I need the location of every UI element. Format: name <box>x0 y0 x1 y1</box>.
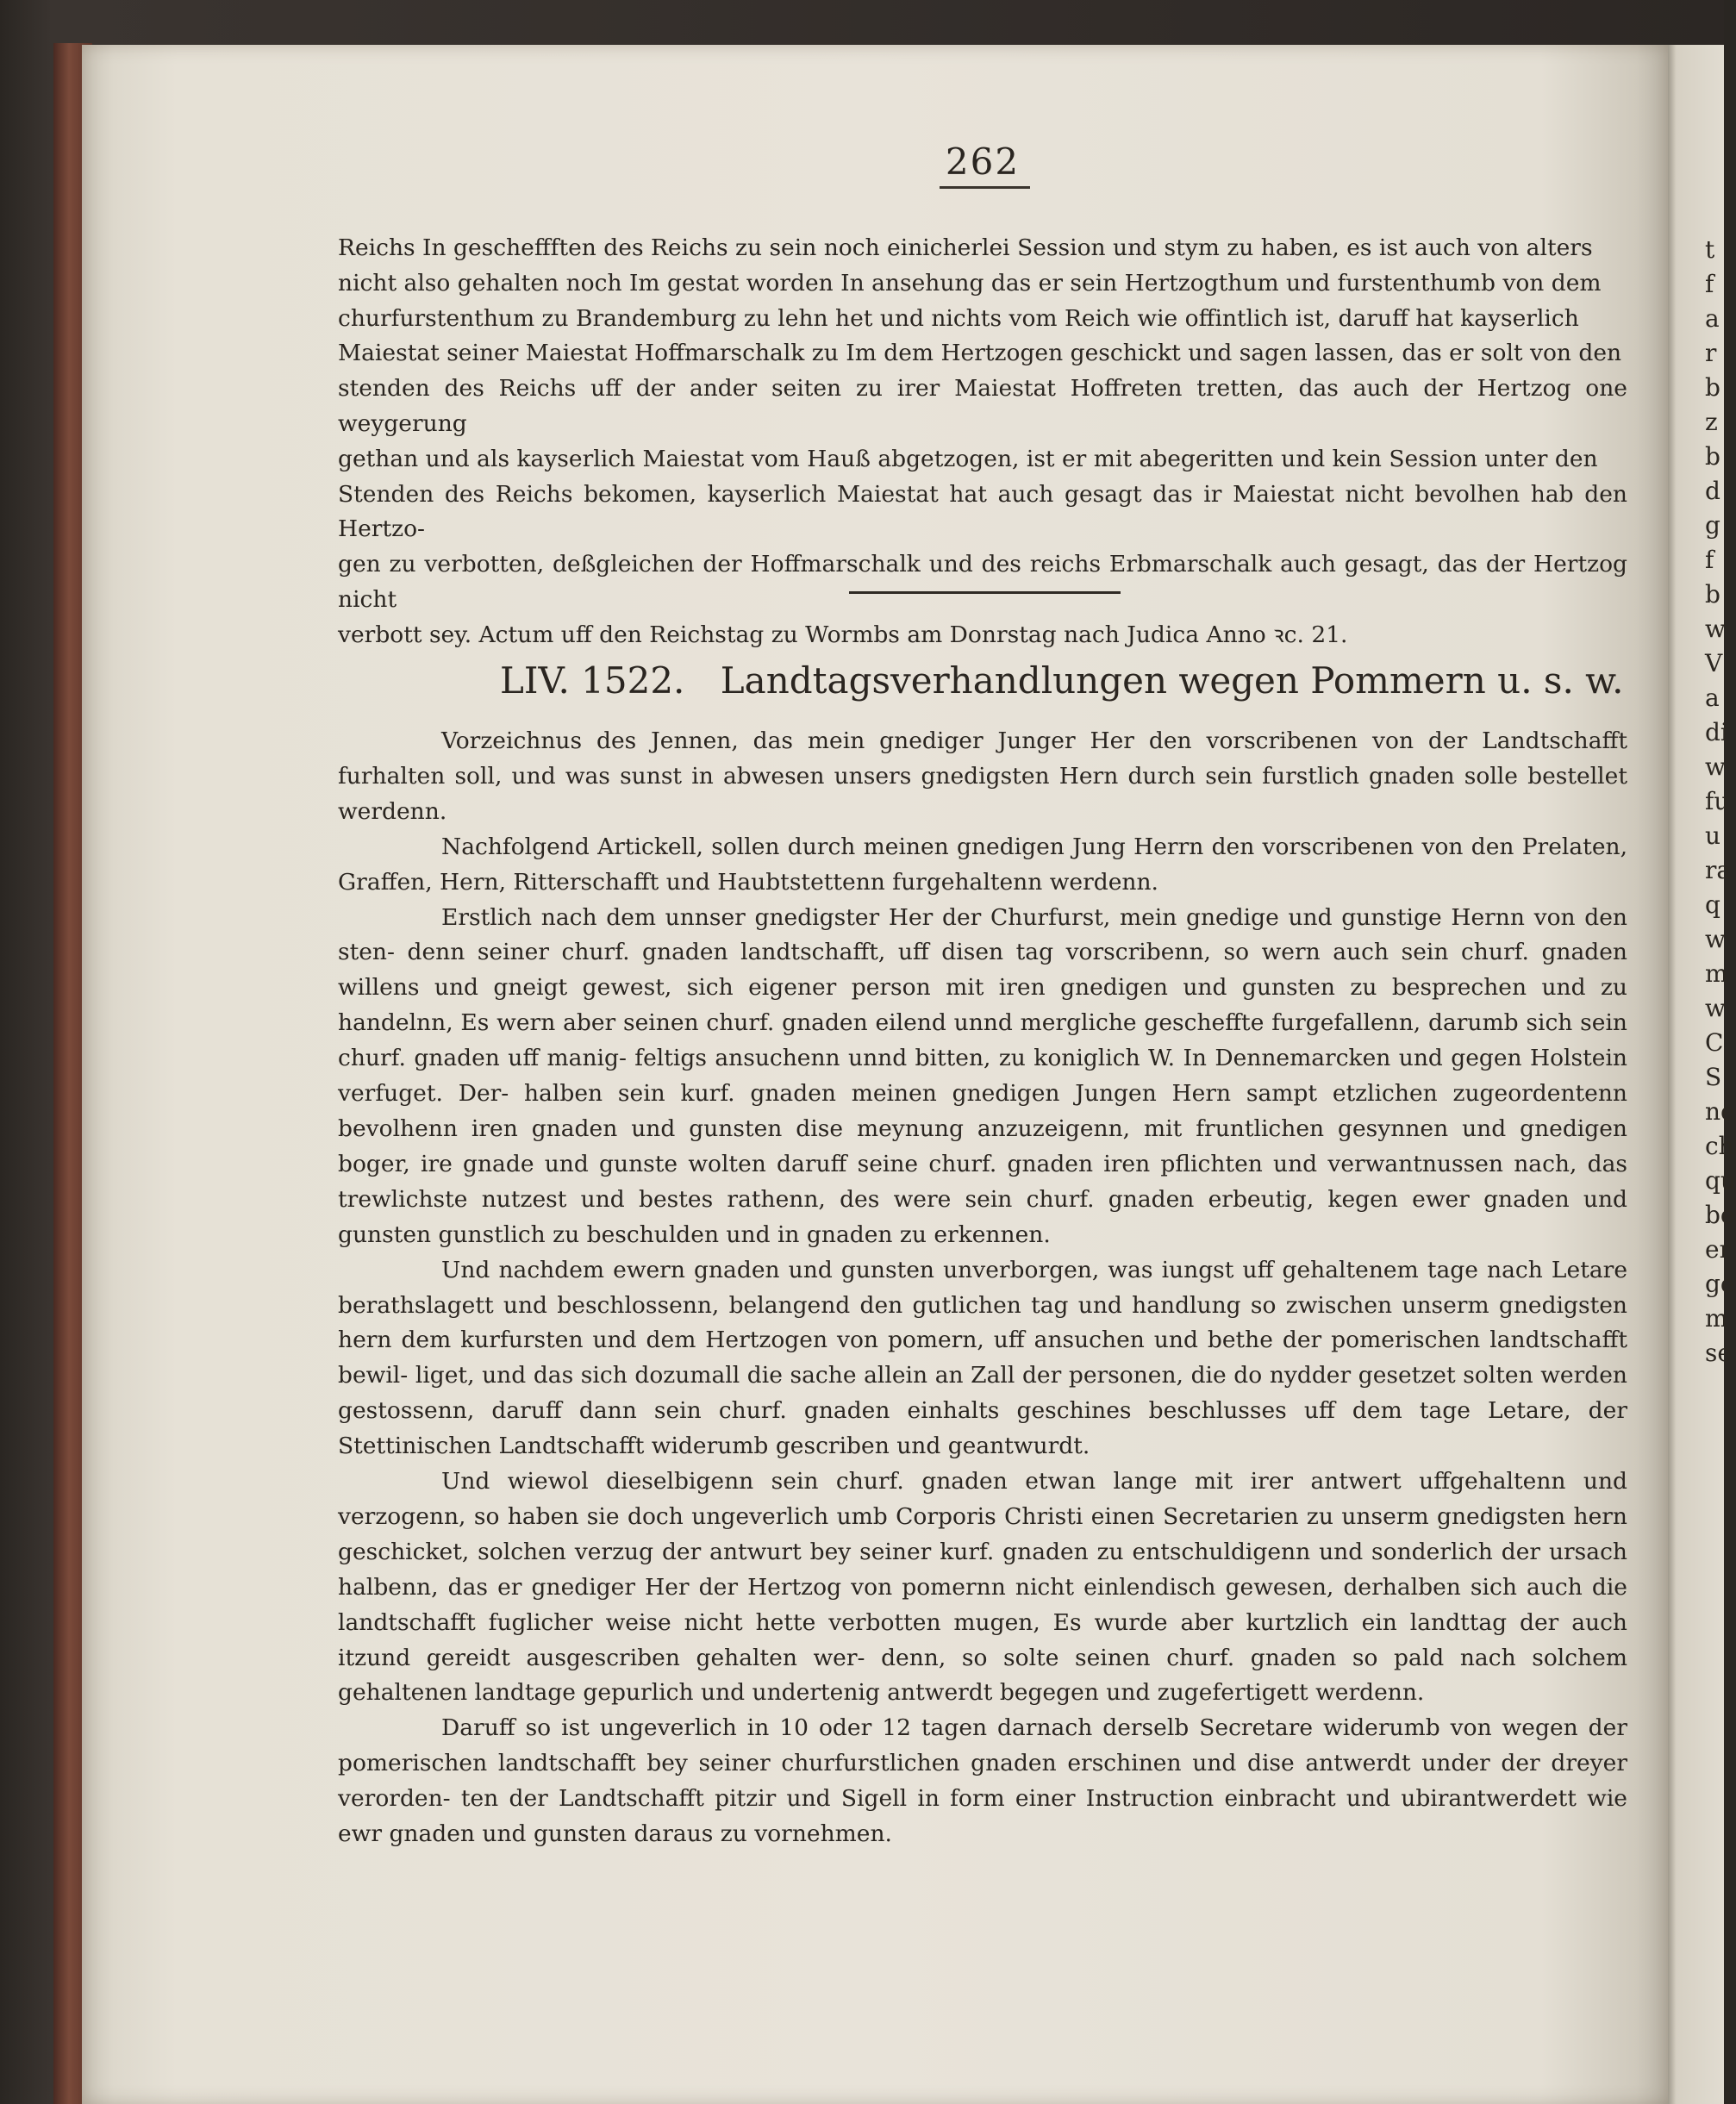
text-line: gethan und als kayserlich Maiestat vom Hauß abgetzogen, ist er mit abegeritten und kein Session unter den <box>338 445 1598 472</box>
section-divider <box>849 591 1121 594</box>
paragraph: Und nachdem ewern gnaden und gunsten unverborgen, was iungst uff gehaltenem tage nach Letare berathslagett und beschlossenn, belangend den gutlichen tag und handlung so zwischen unserm gnedigsten hern dem kurfursten und dem Hertzogen von pomern, uff ansuchen und bethe der pomerischen landtschafft bewil- liget, und das sich dozumall die sache allein an Zall der personen, die do nydder gesetzet solten werden gestossenn, daruff dann sein churf. gnaden einhalts geschines beschlusses uff dem tage Letare, der Stettinischen Landtschafft widerumb gescriben und geantwurdt. <box>338 1256 1627 1460</box>
paragraph: Nachfolgend Artickell, sollen durch meinen gnedigen Jung Herrn den vorscribenen von den Prelaten, Graffen, Hern, Ritterschafft und Haubtstettenn furgehaltenn werdenn. <box>338 833 1627 896</box>
paragraph: Erstlich nach dem unnser gnedigster Her der Churfurst, mein gnedige und gunstige Hernn von den sten- denn seiner churf. gnaden landtschafft, uff disen tag vorscribenn, so wern auch sein churf. gnaden willens und gneigt gewest, sich eigener person mit iren gnedigen und gunsten zu besprechen und zu handelnn, Es wern aber seinen churf. gnaden eilend unnd mergliche gescheffte furgefallenn, darumb sich sein churf. gnaden uff manig- feltigs ansuchenn unnd bitten, zu koniglich W. In Dennemarcken und gegen Holstein verfuget. Der- halben sein kurf. gnaden meinen gnedigen Jungen Hern sampt etzlichen zugeordentenn bevolhenn iren gnaden und gunsten dise meynung anzuzeigenn, mit fruntlichen gesynnen und gnedigen boger, ire gnade und gunste wolten daruff seine churf. gnaden iren pflichten und verwantnussen nach, das trewlichste nutzest und bestes rathenn, des were sein churf. gnaden erbeutig, kegen ewer gnaden und gunsten gunstlich zu beschulden und in gnaden zu erkennen. <box>338 903 1627 1248</box>
text-line: Reichs In gescheffften des Reichs zu sein noch einicherlei Session und stym zu haben, es ist auch von alters <box>338 234 1593 261</box>
text-line: gen zu verbotten, deßgleichen der Hoffmarschalk und des reichs Erbmarschalk auch gesagt, das der Hertzog nicht <box>338 551 1627 613</box>
adjacent-page-letters: t f a r b z b d g f b w V a di w fu u ra q w m w C S ne ch qu be er ge m se <box>1705 235 1736 1367</box>
text-line: stenden des Reichs uff der ander seiten zu irer Maiestat Hoffreten tretten, das auch der Hertzog one weygerung <box>338 375 1627 437</box>
text-line: churfurstenthum zu Brandemburg zu lehn het und nichts vom Reich wie offintlich ist, daruff hat kayserlich <box>338 304 1579 332</box>
page-number-underline <box>940 186 1030 189</box>
paragraph: Und wiewol dieselbigenn sein churf. gnaden etwan lange mit irer antwert uffgehaltenn und verzogenn, so haben sie doch ungeverlich umb Corporis Christi einen Secretarien zu unserm gnedigsten hern geschicket, solchen verzug der antwurt bey seiner kurf. gnaden zu entschuldigenn und sonderlich der ursach halbenn, das er gnediger Her der Hertzog von pomernn nicht einlendisch gewesen, derhalben sich auch die landtschafft fuglicher weise nicht hette verbotten mugen, Es wurde aber kurtzlich ein landttag der auch itzund gereidt ausgescriben gehalten wer- denn, so solte seinen churf. gnaden so pald nach solchem gehaltenen landtage gepurlich und undertenig antwerdt begegen und zugefertigett werdenn. <box>338 1468 1627 1707</box>
text-line: verbott sey. Actum uff den Reichstag zu Wormbs am Donrstag nach Judica Anno ꝛc. 21. <box>338 621 1348 648</box>
section-number: LIV. 1522. <box>500 659 685 702</box>
text-line: Stenden des Reichs bekomen, kayserlich Maiestat hat auch gesagt das ir Maiestat nicht bevolhen hab den Hertzo- <box>338 480 1627 543</box>
paragraph: Vorzeichnus des Jennen, das mein gnediger Junger Her den vorscribenen von der Landtschafft furhalten soll, und was sunst in abwesen unsers gnedigsten Hern durch sein furstlich gnaden solle bestellet werdenn. <box>338 727 1627 825</box>
continued-text <box>338 231 1627 653</box>
section-body <box>338 724 1627 1852</box>
text-line: nicht also gehalten noch Im gestat worden In ansehung das er sein Hertzogthum und furstenthumb von dem <box>338 269 1602 297</box>
page-number: 262 <box>945 140 1021 183</box>
text-line: Maiestat seiner Maiestat Hoffmarschalk zu Im dem Hertzogen geschickt und sagen lassen, das er solt von den <box>338 340 1622 367</box>
paragraph: Daruff so ist ungeverlich in 10 oder 12 tagen darnach derselb Secretare widerumb von wegen der pomerischen landtschafft bey seiner churfurstlichen gnaden erschinen und dise antwerdt under der dreyer verorden- ten der Landtschafft pitzir und Sigell in form einer Instruction einbracht und ubirantwerdett wie ewr gnaden und gunsten daraus zu vornehmen. <box>338 1714 1627 1848</box>
section-heading <box>500 659 1624 702</box>
section-title: Landtagsverhandlungen wegen Pommern u. s. w. <box>720 659 1624 702</box>
